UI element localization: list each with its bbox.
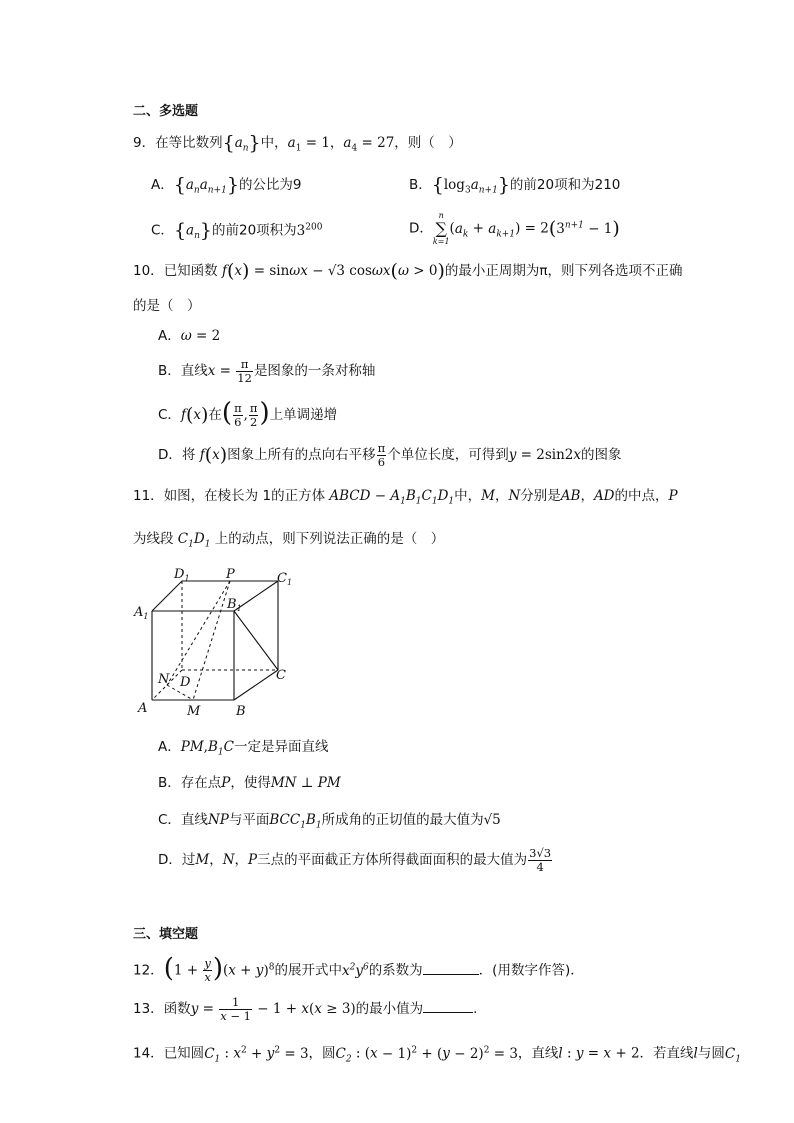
- question-10-stem-line2: 的是（ ）: [133, 298, 201, 314]
- question-11-stem-line2: 为线段 $C_1D_1$ 上的动点，则下列说法正确的是（ ）: [133, 531, 445, 550]
- question-9-option-c[interactable]: C．$\{a_n\}$的前20项积为$3^{200}$: [151, 219, 323, 242]
- segment-pm-hidden: [193, 581, 230, 700]
- section-title-multi: 二、多选题: [133, 104, 199, 119]
- section-title-fill: 三、填空题: [133, 927, 199, 942]
- svg-text:B1: $B_1$: [227, 597, 242, 613]
- svg-text:A1: $A_1$: [134, 605, 149, 621]
- answer-blank-13[interactable]: [423, 1012, 473, 1013]
- svg-text:N: N: [158, 672, 170, 687]
- question-11-option-b[interactable]: B．存在点P，使得MN ⊥ PM: [158, 775, 341, 791]
- question-10-option-d[interactable]: D．将 f(x)图象上所有的点向右平移 $\frac{\pi}{6}$ 个单位长度，可得到y = 2sin2x的图象: [158, 440, 622, 469]
- svg-text:C1: $C_1$: [277, 571, 293, 587]
- question-11-option-c[interactable]: C．直线NP与平面$BCC_1B_1$所成角的正切值的最大值为√5: [158, 812, 501, 831]
- segment-pn-hidden: [167, 581, 230, 685]
- question-10-option-a[interactable]: A．ω = 2: [158, 328, 221, 344]
- question-12: 12．(1 + $\frac{y}{x}$ )$(x + y)^8$的展开式中$x^2y^6$的系数为 ．(用数字作答)．: [133, 953, 584, 984]
- segment-b1c: [234, 611, 278, 670]
- svg-text:C: C: [276, 668, 286, 683]
- edge-a1d1: [152, 581, 182, 611]
- svg-text:M: M: [187, 704, 201, 719]
- svg-text:P: P: [226, 567, 235, 582]
- question-9-stem: 9．在等比数列$\{a_n\}$中，$a_1 = 1$，$a_4 = 27$，则（ ）: [133, 132, 462, 154]
- question-9-option-b[interactable]: B．$\{\log_3a_{n+1}\}$的前20项和为210: [409, 174, 621, 196]
- edge-cb: [234, 670, 278, 700]
- svg-text:D1: $D_1$: [174, 567, 190, 583]
- svg-text:A: A: [138, 701, 148, 716]
- question-13: 13．函数y = $\frac{1}{x - 1}$ − 1 + x(x ≥ 3)的最小值为 .: [133, 994, 478, 1023]
- question-9-option-a[interactable]: A．$\{a_na_{n+1}\}$的公比为9: [151, 174, 302, 196]
- question-11-option-a[interactable]: A．$PM,B_1C$一定是异面直线: [158, 739, 329, 758]
- question-11-option-d[interactable]: D．过M，N，P三点的平面截正方体所得截面面积的最大值为 $\frac{3√3}{4}$: [158, 845, 552, 874]
- answer-blank-12[interactable]: [423, 974, 479, 975]
- svg-text:B: B: [236, 704, 246, 719]
- question-10-option-c[interactable]: C．f(x)在( $\frac{\pi}{6}$ , $\frac{\pi}{2}$ )上单调递增: [158, 398, 338, 429]
- question-11-stem-line1: 11．如图，在棱长为 1的正方体 ABCD − $A_1B_1C_1D_1$中，M，N分别是AB，AD的中点，P: [133, 488, 678, 507]
- cube-figure: [130, 562, 300, 724]
- question-9-option-d[interactable]: D． n ∑ k=1 $(a_k + a_{k+1}) = 2(3^{n+1} - 1)$: [409, 211, 620, 246]
- question-10-stem-line1: 10．已知函数 f(x) = sinωx − √3 cosωx(ω > 0)的最小正周期为π，则下列各选项不正确: [133, 260, 683, 282]
- question-14: 14．已知圆$C_1$ : $x^2 + y^2 = 3$，圆$C_2$ : $(x - 1)^2 + (y - 2)^2 = 3$，直线l : y = x + 2．若直线l与圆$C_1$: [133, 1045, 741, 1065]
- svg-text:D: D: [180, 675, 191, 690]
- question-10-option-b[interactable]: B．直线x = $\frac{\pi}{12}$ 是图象的一条对称轴: [158, 356, 376, 385]
